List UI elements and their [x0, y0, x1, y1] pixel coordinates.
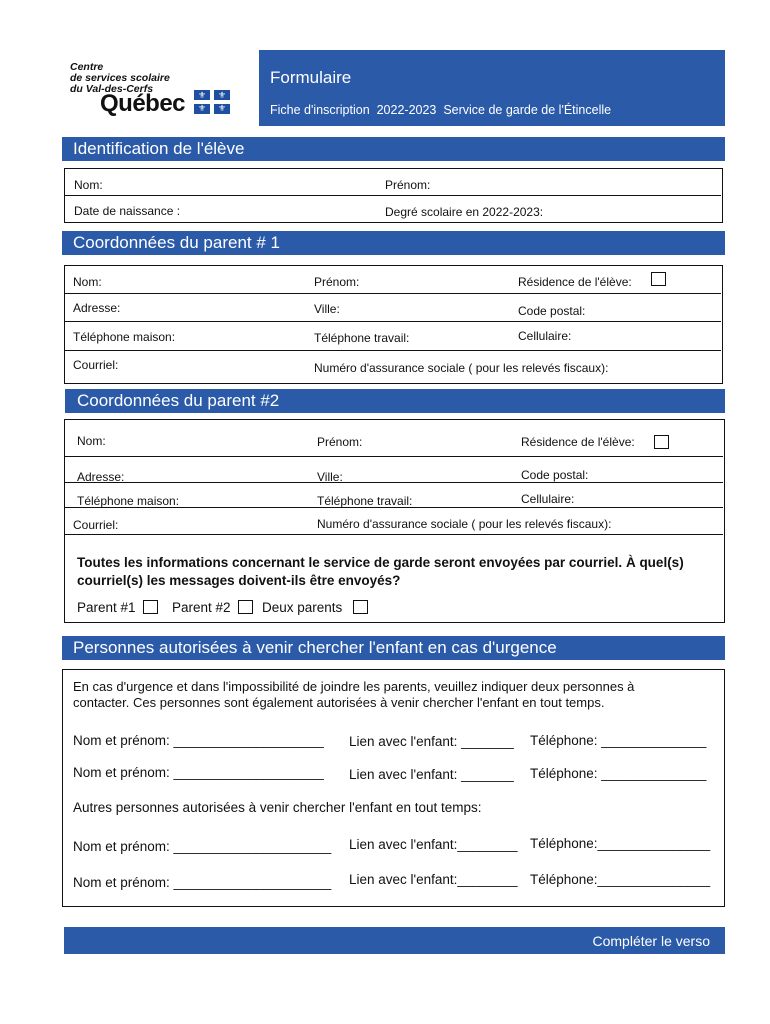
- student-box: [64, 168, 723, 223]
- student-birthdate-label: Date de naissance :: [74, 204, 181, 218]
- section-bar-parent1: Coordonnées du parent # 1: [62, 231, 725, 255]
- urgence-row2-nom: Nom et prénom: ____________________: [73, 765, 324, 780]
- parent1-residence-checkbox[interactable]: [651, 272, 666, 286]
- option-parent2-checkbox[interactable]: [238, 600, 253, 614]
- parent2-teltravail-label: Téléphone travail:: [317, 494, 413, 508]
- parent1-residence-label: Résidence de l'élève:: [518, 275, 632, 289]
- autres-row2-tel: Téléphone:_______________: [530, 872, 711, 887]
- parent1-codepostal-label: Code postal:: [518, 304, 586, 318]
- parent2-telmaison-label: Téléphone maison:: [77, 494, 180, 508]
- urgence-row2-lien: Lien avec l'enfant: _______: [349, 767, 514, 782]
- urgence-autres-label: Autres personnes autorisées à venir chercher l'enfant en tout temps:: [73, 800, 482, 815]
- option-parent1-label: Parent #1: [77, 600, 136, 615]
- student-nom-label: Nom:: [74, 178, 103, 192]
- urgence-row1-tel: Téléphone: ______________: [530, 733, 707, 748]
- parent1-telmaison-label: Téléphone maison:: [73, 330, 176, 344]
- logo-line-3: du Val-des-Cerfs: [70, 83, 154, 95]
- logo-wordmark: Québec: [100, 90, 186, 117]
- urgence-box: [62, 669, 725, 907]
- parent2-courriel-label: Courriel:: [73, 518, 119, 532]
- parent2-residence-checkbox[interactable]: [654, 435, 669, 449]
- parent1-prenom-label: Prénom:: [314, 275, 360, 289]
- logo-line-1: Centre: [70, 61, 104, 73]
- logo-line-2: de services scolaire: [70, 72, 170, 84]
- autres-row1-lien: Lien avec l'enfant:________: [349, 837, 518, 852]
- option-parent1-checkbox[interactable]: [143, 600, 158, 614]
- option-deux-parents-label: Deux parents: [262, 600, 343, 615]
- quebec-flag-icon: ⚜ ⚜ ⚜ ⚜: [194, 90, 230, 114]
- parent2-residence-label: Résidence de l'élève:: [521, 435, 635, 449]
- email-question: Toutes les informations concernant le service de garde seront envoyées par courriel. À quel(s) courriel(s) les messages doivent-ils être envoyés?: [77, 555, 684, 588]
- parent2-nas-label: Numéro d'assurance sociale ( pour les relevés fiscaux):: [317, 517, 612, 531]
- form-title: Formulaire: [270, 68, 352, 87]
- urgence-row2-tel: Téléphone: ______________: [530, 766, 707, 781]
- form-subtitle: Fiche d'inscription 2022-2023 Service de garde de l'Étincelle: [270, 103, 612, 117]
- parent2-prenom-label: Prénom:: [317, 435, 363, 449]
- option-parent2-label: Parent #2: [172, 600, 231, 615]
- urgence-row1-nom: Nom et prénom: ____________________: [73, 733, 324, 748]
- autres-row2-nom: Nom et prénom: _____________________: [73, 875, 332, 890]
- urgence-row1-lien: Lien avec l'enfant: _______: [349, 734, 514, 749]
- parent1-courriel-label: Courriel:: [73, 358, 119, 372]
- section-bar-student: Identification de l'élève: [62, 137, 725, 161]
- parent1-ville-label: Ville:: [314, 302, 340, 316]
- parent1-teltravail-label: Téléphone travail:: [314, 331, 410, 345]
- footer-bar: [64, 927, 725, 954]
- form-header: [259, 50, 725, 126]
- student-prenom-label: Prénom:: [385, 178, 431, 192]
- parent2-cellulaire-label: Cellulaire:: [521, 492, 575, 506]
- urgence-intro: En cas d'urgence et dans l'impossibilité de joindre les parents, veuillez indiquer deux personnes à contacter. Ces personnes sont également autorisées à venir chercher l'enfant en tout temps.: [73, 679, 635, 710]
- footer-label: Compléter le verso: [592, 933, 710, 949]
- parent2-nom-label: Nom:: [77, 434, 106, 448]
- parent2-box: [64, 419, 725, 623]
- parent1-cellulaire-label: Cellulaire:: [518, 329, 572, 343]
- parent2-ville-label: Ville:: [317, 470, 343, 484]
- parent1-nas-label: Numéro d'assurance sociale ( pour les relevés fiscaux):: [314, 361, 609, 375]
- section-bar-urgence: Personnes autorisées à venir chercher l'enfant en cas d'urgence: [62, 636, 725, 660]
- parent2-adresse-label: Adresse:: [77, 470, 125, 484]
- parent1-box: [64, 265, 723, 384]
- parent1-nom-label: Nom:: [73, 275, 102, 289]
- logo: [70, 62, 240, 120]
- parent1-adresse-label: Adresse:: [73, 301, 121, 315]
- autres-row1-nom: Nom et prénom: _____________________: [73, 839, 332, 854]
- option-deux-parents-checkbox[interactable]: [353, 600, 368, 614]
- student-grade-label: Degré scolaire en 2022-2023:: [385, 205, 544, 219]
- autres-row1-tel: Téléphone:_______________: [530, 836, 711, 851]
- section-bar-parent2: Coordonnées du parent #2: [65, 389, 725, 413]
- parent2-codepostal-label: Code postal:: [521, 468, 589, 482]
- autres-row2-lien: Lien avec l'enfant:________: [349, 872, 518, 887]
